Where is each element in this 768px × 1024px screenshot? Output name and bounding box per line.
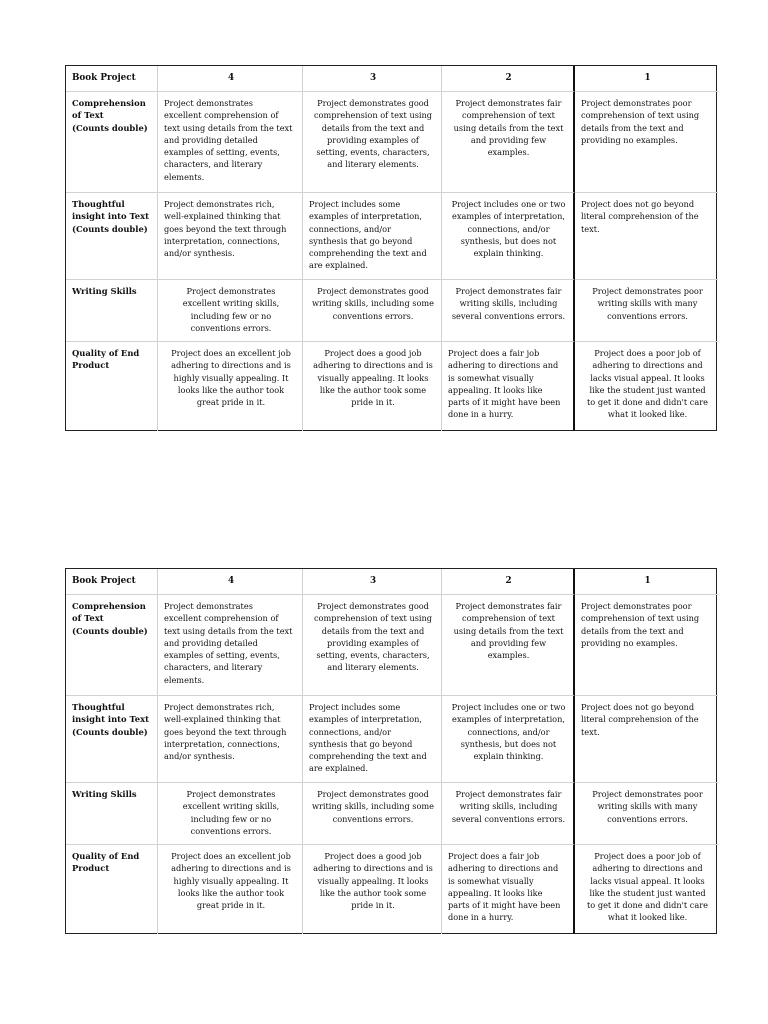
header-row (66, 569, 718, 595)
cell-line: connections, and/or (467, 223, 550, 234)
cell-line: appealing. It looks like (448, 887, 543, 898)
cell-line: writing skills with many (597, 801, 698, 812)
rubric-grid (66, 569, 718, 934)
descriptor-cell (158, 193, 303, 280)
cell-line: like the student just wanted (589, 384, 706, 395)
cell-line: synthesis, but does not (460, 738, 557, 749)
cell-line: examples of setting, events, (164, 650, 280, 661)
cell-line: Project demonstrates poor (581, 601, 692, 611)
cell-line: interpretation, connections, (164, 235, 280, 246)
descriptor-cell (158, 280, 303, 342)
cell-line: Project demonstrates fair (455, 789, 562, 799)
header-title: Book Project (66, 569, 158, 595)
cell-line: comprehending the text and (309, 248, 427, 259)
cell-line: using details from the text (453, 625, 564, 636)
descriptor-cell (575, 845, 718, 934)
descriptor-cell (575, 342, 718, 431)
cell-line: comprehension of text using (313, 110, 433, 121)
cell-line: and literary elements. (327, 662, 419, 673)
cell-line: text. (581, 726, 600, 737)
descriptor-cell (158, 92, 303, 193)
cell-line: conventions errors. (332, 310, 414, 321)
score-header-4: 4 (158, 569, 303, 595)
cell-line: like the student just wanted (589, 887, 706, 898)
descriptor-cell (303, 193, 442, 280)
cell-line: Product (72, 360, 110, 371)
cell-line: adhering to directions and (592, 863, 703, 874)
cell-line: insight into Text (72, 211, 149, 222)
cell-line: examples. (487, 147, 530, 158)
descriptor-cell (575, 696, 718, 783)
cell-line: writing skills with many (597, 298, 698, 309)
descriptor-cell (158, 783, 303, 845)
descriptor-cell (303, 845, 442, 934)
cell-line: details from the text and (321, 122, 425, 133)
cell-line: Project demonstrates rich, (164, 199, 275, 209)
cell-line: text using details from the text (164, 122, 293, 133)
cell-line: comprehension of text using (581, 613, 700, 624)
cell-line: Project does a good job (324, 851, 422, 861)
cell-line: is somewhat visually (448, 875, 534, 886)
header-title: Book Project (66, 66, 158, 92)
cell-line: (Counts double) (72, 625, 148, 636)
cell-line: Project demonstrates poor (581, 98, 692, 108)
cell-line: synthesis that go beyond (309, 235, 413, 246)
cell-line: and/or synthesis. (164, 751, 235, 762)
rubric-row (66, 280, 718, 342)
cell-line: Comprehension (72, 98, 146, 108)
cell-line: great pride in it. (196, 397, 266, 408)
cell-line: interpretation, connections, (164, 738, 280, 749)
descriptor-cell (303, 783, 442, 845)
cell-line: insight into Text (72, 714, 149, 725)
cell-line: Quality of End (72, 348, 140, 358)
cell-line: explain thinking. (473, 248, 544, 259)
cell-line: examples. (487, 650, 530, 661)
cell-line: connections, and/or (467, 726, 550, 737)
criterion-label (66, 783, 158, 845)
descriptor-cell (442, 595, 575, 696)
cell-line: characters, and literary (164, 159, 263, 170)
descriptor-cell (442, 845, 575, 934)
descriptor-cell (575, 595, 718, 696)
cell-line: Writing Skills (72, 789, 137, 799)
descriptor-cell (442, 280, 575, 342)
cell-line: conventions errors. (190, 322, 272, 333)
cell-line: Project demonstrates rich, (164, 702, 275, 712)
descriptor-cell (575, 193, 718, 280)
cell-line: (Counts double) (72, 726, 148, 737)
cell-line: writing skills, including (459, 801, 558, 812)
cell-line: Writing Skills (72, 286, 137, 296)
descriptor-cell (575, 783, 718, 845)
descriptor-cell (442, 696, 575, 783)
cell-line: literal comprehension of the (581, 714, 699, 725)
cell-line: (Counts double) (72, 223, 148, 234)
cell-line: literal comprehension of the (581, 211, 699, 222)
cell-line: Project demonstrates good (317, 789, 429, 799)
score-header-2: 2 (442, 66, 575, 92)
cell-line: (Counts double) (72, 122, 148, 133)
criterion-label (66, 696, 158, 783)
cell-line: excellent writing skills, (182, 298, 280, 309)
descriptor-cell (575, 92, 718, 193)
cell-line: Project includes some (309, 199, 401, 209)
cell-line: Project does a good job (324, 348, 422, 358)
cell-line: details from the text and (581, 122, 684, 133)
cell-line: is somewhat visually (448, 372, 534, 383)
cell-line: conventions errors. (607, 813, 688, 824)
cell-line: and literary elements. (327, 159, 419, 170)
cell-line: Project does a fair job (448, 851, 540, 861)
cell-line: adhering to directions and is (313, 360, 433, 371)
descriptor-cell (575, 280, 718, 342)
cell-line: Project demonstrates poor (592, 286, 703, 296)
cell-line: lacks visual appeal. It looks (590, 875, 705, 886)
descriptor-cell (303, 280, 442, 342)
cell-line: and providing few (470, 134, 547, 145)
score-header-1: 1 (575, 569, 718, 595)
rubric-row (66, 193, 718, 280)
cell-line: synthesis, but does not (460, 235, 557, 246)
cell-line: excellent writing skills, (182, 801, 280, 812)
cell-line: Project demonstrates good (317, 601, 429, 611)
cell-line: several conventions errors. (451, 813, 566, 824)
cell-line: providing no examples. (581, 134, 678, 145)
cell-line: providing no examples. (581, 637, 678, 648)
cell-line: Thoughtful (72, 199, 125, 209)
cell-line: Project does an excellent job (171, 348, 291, 358)
cell-line: and providing few (470, 637, 547, 648)
cell-line: characters, and literary (164, 662, 263, 673)
cell-line: goes beyond the text through (164, 223, 287, 234)
cell-line: adhering to directions and is (171, 863, 291, 874)
descriptor-cell (442, 193, 575, 280)
cell-line: conventions errors. (607, 310, 688, 321)
cell-line: several conventions errors. (451, 310, 566, 321)
cell-line: examples of interpretation, (451, 714, 565, 725)
cell-line: well-explained thinking that (164, 714, 281, 725)
cell-line: Project includes one or two (451, 702, 566, 712)
rubric-row (66, 342, 718, 431)
descriptor-cell (158, 845, 303, 934)
cell-line: adhering to directions and (592, 360, 703, 371)
cell-line: pride in it. (351, 900, 395, 911)
cell-line: Quality of End (72, 851, 140, 861)
score-header-2: 2 (442, 569, 575, 595)
descriptor-cell (303, 696, 442, 783)
cell-line: excellent comprehension of (164, 110, 279, 121)
cell-line: and providing detailed (164, 637, 258, 648)
cell-line: are explained. (309, 763, 369, 774)
cell-line: Product (72, 863, 110, 874)
cell-line: details from the text and (321, 625, 425, 636)
cell-line: great pride in it. (196, 900, 266, 911)
cell-line: Project does a fair job (448, 348, 540, 358)
cell-line: connections, and/or (309, 223, 392, 234)
cell-line: adhering to directions and is (313, 863, 433, 874)
rubric-row (66, 783, 718, 845)
cell-line: writing skills, including some (311, 298, 435, 309)
cell-line: adhering to directions and (448, 360, 559, 371)
criterion-label (66, 193, 158, 280)
cell-line: Project demonstrates (186, 286, 276, 296)
cell-line: and/or synthesis. (164, 248, 235, 259)
cell-line: conventions errors. (332, 813, 414, 824)
cell-line: and providing detailed (164, 134, 258, 145)
cell-line: including few or no (190, 813, 272, 824)
descriptor-cell (303, 595, 442, 696)
cell-line: details from the text and (581, 625, 684, 636)
cell-line: looks like the author took (177, 384, 285, 395)
score-header-3: 3 (303, 569, 442, 595)
cell-line: Project does not go beyond (581, 199, 695, 209)
cell-line: to get it done and didn't care (587, 900, 708, 911)
descriptor-cell (303, 342, 442, 431)
cell-line: Project demonstrates fair (455, 601, 562, 611)
cell-line: lacks visual appeal. It looks (590, 372, 705, 383)
descriptor-cell (158, 595, 303, 696)
cell-line: including few or no (190, 310, 272, 321)
rubric-table-bottom (65, 568, 717, 934)
criterion-label (66, 342, 158, 431)
cell-line: elements. (164, 674, 205, 685)
cell-line: Comprehension (72, 601, 146, 611)
cell-line: visually appealing. It looks (317, 372, 429, 383)
score-header-3: 3 (303, 66, 442, 92)
cell-line: pride in it. (351, 397, 395, 408)
cell-line: Project does an excellent job (171, 851, 291, 861)
cell-line: providing examples of (327, 637, 419, 648)
cell-line: Project includes one or two (451, 199, 566, 209)
cell-line: examples of interpretation, (451, 211, 565, 222)
cell-line: excellent comprehension of (164, 613, 279, 624)
descriptor-cell (158, 342, 303, 431)
cell-line: highly visually appealing. It (173, 875, 289, 886)
rubric-grid (66, 66, 718, 431)
cell-line: comprehending the text and (309, 751, 427, 762)
cell-line: Project demonstrates good (317, 286, 429, 296)
criterion-label (66, 280, 158, 342)
cell-line: done in a hurry. (448, 409, 514, 420)
descriptor-cell (442, 92, 575, 193)
cell-line: explain thinking. (473, 751, 544, 762)
cell-line: Project demonstrates (164, 98, 253, 108)
descriptor-cell (442, 783, 575, 845)
descriptor-cell (303, 92, 442, 193)
cell-line: comprehension of text using (313, 613, 433, 624)
descriptor-cell (442, 342, 575, 431)
cell-line: using details from the text (453, 122, 564, 133)
cell-line: highly visually appealing. It (173, 372, 289, 383)
cell-line: looks like the author took (177, 887, 285, 898)
cell-line: conventions errors. (190, 825, 272, 836)
cell-line: goes beyond the text through (164, 726, 287, 737)
cell-line: are explained. (309, 260, 369, 271)
cell-line: connections, and/or (309, 726, 392, 737)
cell-line: text. (581, 223, 600, 234)
cell-line: examples of interpretation, (309, 211, 423, 222)
cell-line: parts of it might have been (448, 397, 561, 408)
cell-line: comprehension of text (462, 613, 555, 624)
cell-line: examples of interpretation, (309, 714, 423, 725)
cell-line: visually appealing. It looks (317, 875, 429, 886)
score-header-1: 1 (575, 66, 718, 92)
cell-line: Project does not go beyond (581, 702, 695, 712)
cell-line: Project includes some (309, 702, 401, 712)
cell-line: of Text (72, 110, 104, 121)
cell-line: Project demonstrates (164, 601, 253, 611)
cell-line: setting, events, characters, (316, 147, 430, 158)
cell-line: of Text (72, 613, 104, 624)
cell-line: comprehension of text (462, 110, 555, 121)
cell-line: Project demonstrates (186, 789, 276, 799)
cell-line: to get it done and didn't care (587, 397, 708, 408)
rubric-row (66, 845, 718, 934)
rubric-row (66, 92, 718, 193)
cell-line: Project demonstrates good (317, 98, 429, 108)
criterion-label (66, 845, 158, 934)
cell-line: Project demonstrates fair (455, 98, 562, 108)
cell-line: Project does a poor job of (594, 348, 701, 358)
cell-line: Thoughtful (72, 702, 125, 712)
cell-line: setting, events, characters, (316, 650, 430, 661)
cell-line: writing skills, including (459, 298, 558, 309)
descriptor-cell (158, 696, 303, 783)
cell-line: providing examples of (327, 134, 419, 145)
cell-line: text using details from the text (164, 625, 293, 636)
rubric-row (66, 696, 718, 783)
criterion-label (66, 92, 158, 193)
cell-line: Project demonstrates fair (455, 286, 562, 296)
cell-line: Project demonstrates poor (592, 789, 703, 799)
cell-line: synthesis that go beyond (309, 738, 413, 749)
cell-line: what it looked like. (607, 409, 688, 420)
cell-line: parts of it might have been (448, 900, 561, 911)
rubric-table-top (65, 65, 717, 431)
cell-line: adhering to directions and (448, 863, 559, 874)
cell-line: writing skills, including some (311, 801, 435, 812)
rubric-row (66, 595, 718, 696)
cell-line: Project does a poor job of (594, 851, 701, 861)
cell-line: like the author took some (319, 384, 427, 395)
cell-line: like the author took some (319, 887, 427, 898)
cell-line: examples of setting, events, (164, 147, 280, 158)
cell-line: elements. (164, 171, 205, 182)
cell-line: what it looked like. (607, 912, 688, 923)
cell-line: well-explained thinking that (164, 211, 281, 222)
cell-line: adhering to directions and is (171, 360, 291, 371)
cell-line: appealing. It looks like (448, 384, 543, 395)
cell-line: done in a hurry. (448, 912, 514, 923)
score-header-4: 4 (158, 66, 303, 92)
cell-line: comprehension of text using (581, 110, 700, 121)
criterion-label (66, 595, 158, 696)
header-row (66, 66, 718, 92)
